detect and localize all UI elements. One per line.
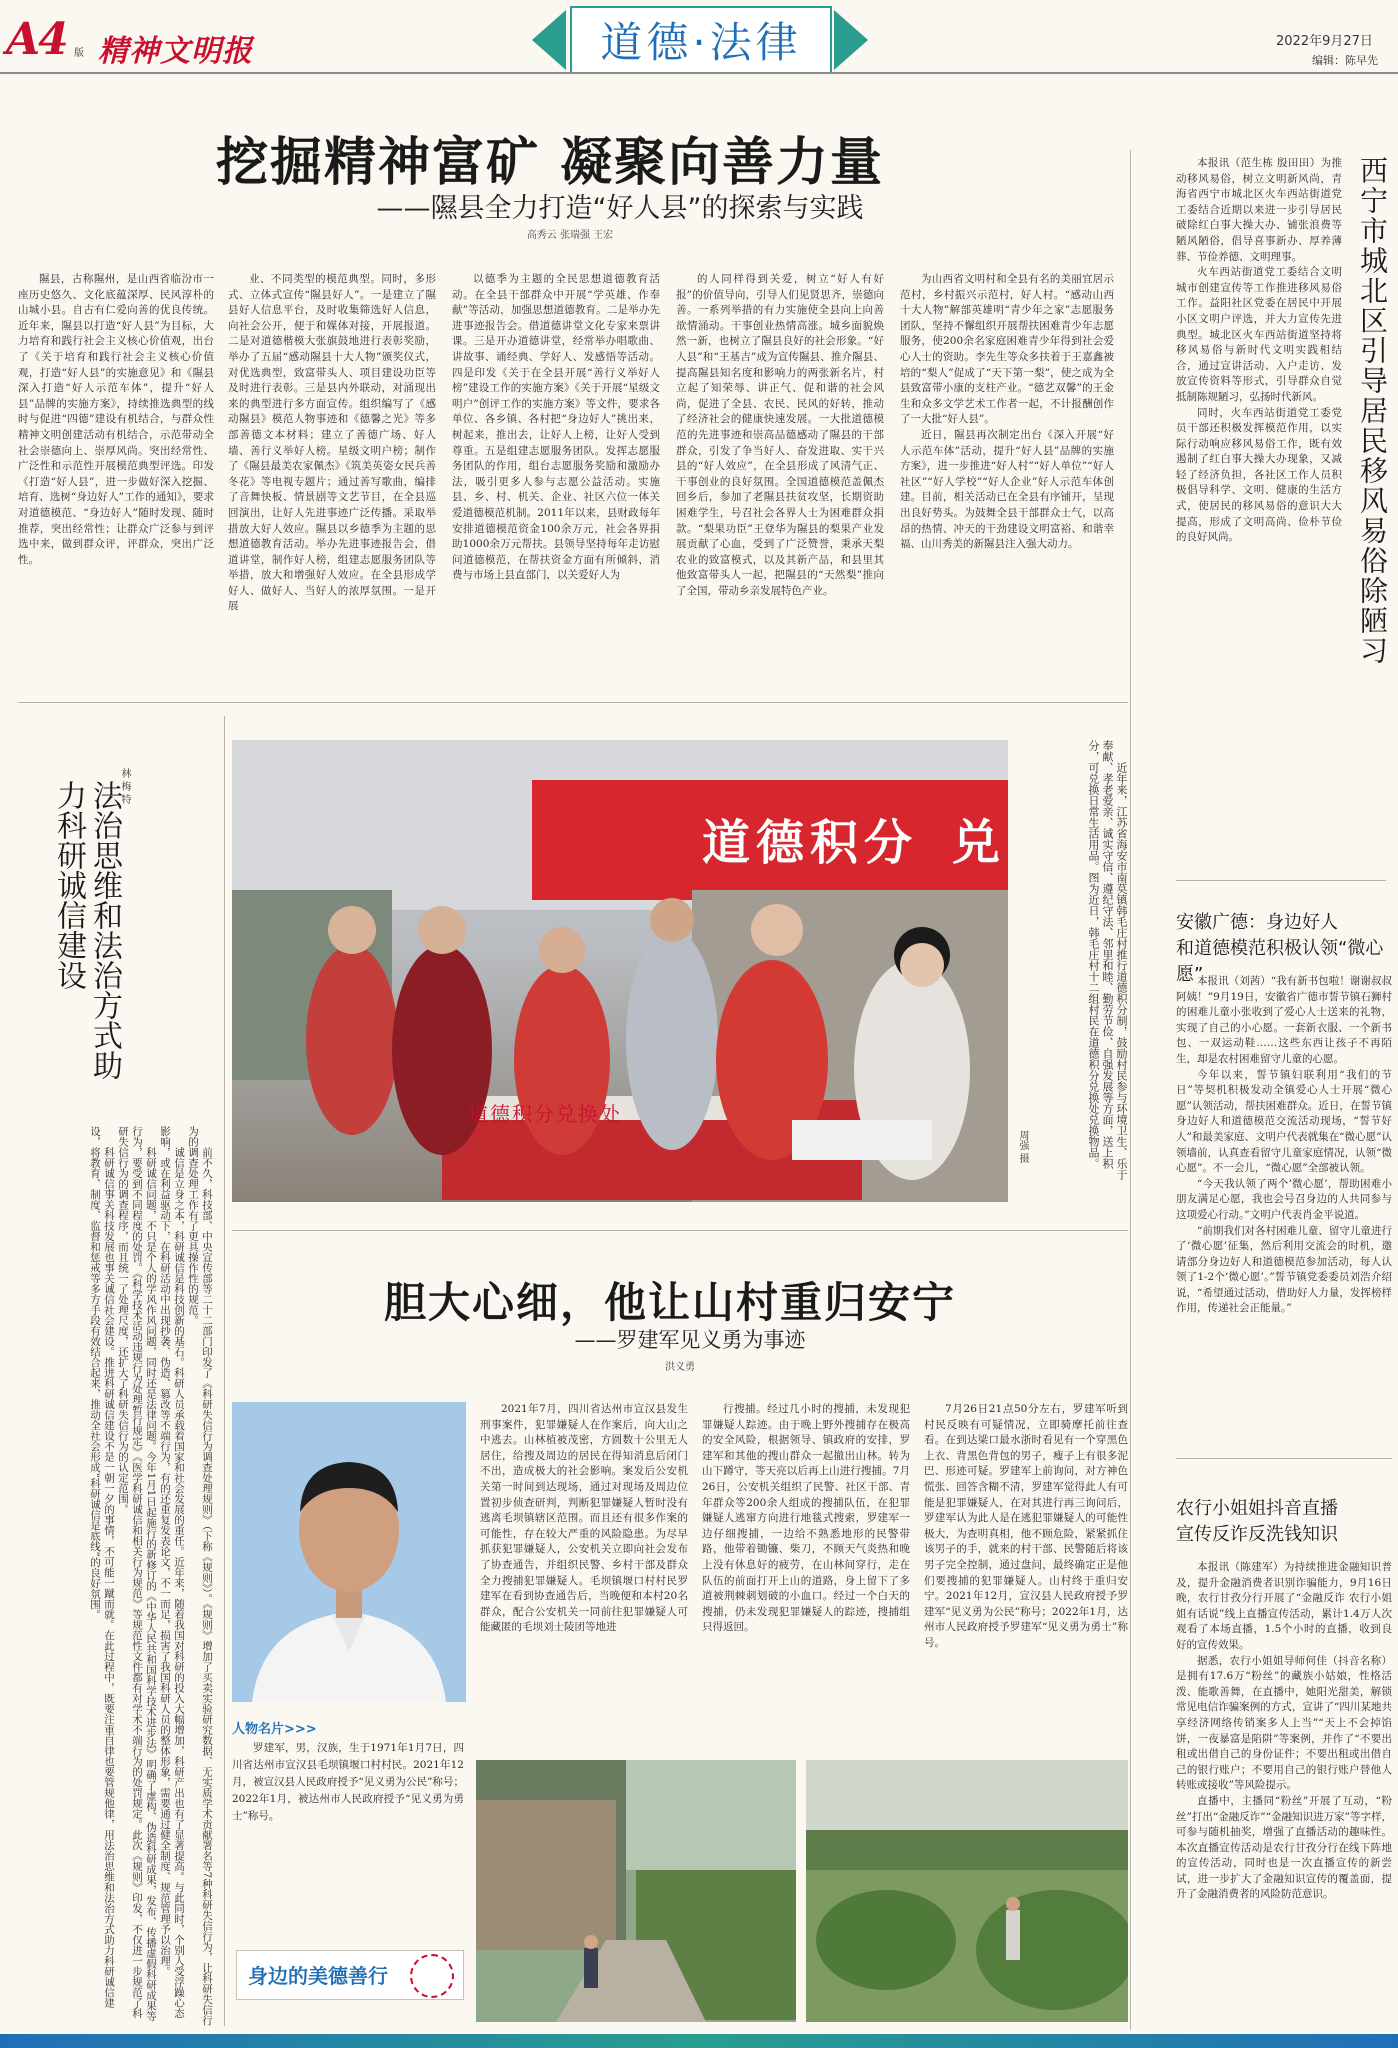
masthead — [0, 0, 1398, 80]
photo-banner-text-2: 兑 — [952, 815, 1001, 871]
page-number: A4 — [6, 14, 67, 65]
village-road-photo — [476, 1760, 796, 2022]
anhui-article-text: 本报讯（刘茜）“我有新书包啦！谢谢叔叔阿姨！”9月19日，安徽省广德市誓节镇石狮村的困难儿童小张收到了爱心人士送来的礼物，实现了自己的小心愿。一套新衣服、一个新书包、一双运动鞋……这些东西让孩子不再陌生，却是农村困难留守儿童的心愿。 今年以来，誓节镇妇联利用“我们的节日”等契机积极发动全镇爱心人士开展“微心愿”认领活动，帮扶困难群众。近日，在誓节镇身边好人和道德模范交流活动现场，“誓节好人”和最美家庭、文明户代表就集在“微心愿”认领墙前，认真查看留守儿童家庭情况，认领“微心愿”。不一会儿，“微心愿”全部被认领。 “今天我认领了两个‘微心愿’，帮助困难小朋友满足心愿，我也会号召身边的人共同参与这项爱心行动。”文明户代表肖金平说道。 “前期我们对各村困难儿童、留守儿童进行了‘微心愿’征集，然后利用交流会的时机，邀请部分身边好人和道德模范参加活动，每人认领了1-2个‘微心愿’。”誓节镇党委委员刘浩介绍说，“希望通过活动，借助好人力量，发挥榜样作用，传递社会正能量。” — [1176, 975, 1392, 1315]
photo-board-text: 道德积分兑换处 — [468, 1102, 622, 1126]
hero-column-3: 7月26日21点50分左右，罗建军听到村民反映有可疑情况，立即骑摩托前往查看。在到达梁口最水浙时看见有一个穿黑色上衣、背黑色背包的男子，瘦子上有很多泥巴、形迹可疑。罗建军上前询问，对方神色慌张、回答含糊不清，罗建军觉得此人有可能是犯罪嫌疑人，在对其进行再三询问后，罗建军认为此人是在逃犯罪嫌疑人的可能性极大，为查明真相，他不顾危险，紧紧抓住该男子的手，就来的村干部、民警随后将该男子完全控制，通过盘问，最终确定正是他们要搜捕的犯罪嫌疑人。山村终于重归安宁。2021年12月，宣汉县人民政府授予罗建军“见义勇为公民”称号；2022年1月，达州市人民政府授予罗建军“见义勇为勇士”称号。 — [924, 1403, 1128, 1649]
xining-bottom-rule — [1176, 880, 1386, 881]
section-banner — [532, 2, 868, 74]
law-article-text: 前不久，科技部、中央宣传部等二十二部门印发了《科研失信行为调查处理规则》（下称《规则》）。《规则》增加了买卖实验研究数据、无实质学术贡献署名等7种科研失信行为，让科研失信行为的调查处理工作有了更具操作性的规范。 诚信是立身之本，科研诚信是科技创新的基石。科研人员承载着国家和社会发展的重任。近年来，随着我国对科研的投入大幅增加，科研产出也有了显著提高。与此同时，个别人受浮躁心态影响，或在利益驱动下，在科研活动中出现抄袭、伪造、篡改等不端行为，有的还重复发表论文，不一而足，损害了我国科研人员的整体形象，需要通过健全制度、规范管理予以治理。 科研诚信问题，不只是个人的学风作风问题，同时还是法律问题。今年1月1日起施行的新修订的《中华人民共和国科学技术进步法》明确了虚构、伪造科研成果，发布、传播虚假科研成果等行为，要受到不同程度的处罚。《科学技术活动违规行为处理暂行规定》《医学科研诚信和相关行为规范》等规范性文件都有对学术不端行为的处罚规定。此次《规则》印发，不仅进一步规范了科研失信行为的调查程序，而且统一了处理尺度，还扩大了科研失信行为的认定范围。 科研诚信事关科技发展也事关诚信社会建设。推进科研诚信建设不是一朝一夕的事情，不可能一蹴而就。在此过程中，既要注重自律也要管规他律，用法治思维和法治方式助力科研诚信建设，将教育、制度、监督和惩戒等多方手段有效结合起来，推动全社会形成“科研诚信是底线”的良好氛围。 — [89, 1126, 213, 2026]
page-suffix: 版 — [74, 48, 84, 59]
xining-title: 西宁市城北区引导居民移风易俗除陋习 — [1356, 156, 1389, 666]
lead-byline: 高秀云 张瑞强 王宏 — [526, 230, 614, 241]
right-column-divider — [1130, 150, 1131, 2030]
photo-banner-text-1: 道德积分 — [702, 815, 919, 871]
fraud-article-text: 本报讯（陈建军）为持续推进金融知识普及，提升金融消费者识别诈骗能力，9月16日晚，农行甘孜分行开展了“金融反诈 农行小姐姐有话说”线上直播宣传活动，累计1.4万人次观看了本场直播，1.5个小时的直播，收到良好的宣传效果。 据悉，农行小姐姐导师何佳（抖音名称）是拥有17.6万“粉丝”的藏族小姑娘，性格活泼、能歌善舞，在直播中，她阳光甜美，解锁常见电信诈骗案例的方式，宣讲了“四川某地共享经济网络传销案多人上当”“天上不会掉馅饼，一夜暴富是陷阱”等案例，并作了“不要出租或出借自己的身份证件；不要出租或出借自己的银行账户；不要用自己的银行账户替他人转账或接收”等风险提示。 直播中，主播同“粉丝”开展了互动，“粉丝”打出“金融反诈”“金融知识进万家”等字样，可参与随机抽奖，增强了直播活动的趣味性。本次直播宣传活动是农行甘孜分行在线下阵地的宣传活动，同时也是一次直播宣传的新尝试，进一步扩大了金融知识宣传的覆盖面，提升了金融消费者的风险防范意识。 — [1176, 1561, 1392, 1901]
portrait-illustration — [232, 1402, 466, 1702]
village-illustration — [476, 1760, 796, 2022]
hero-byline: 洪义勇 — [665, 1362, 695, 1373]
editor-credit: 编辑：陈早先 — [1312, 54, 1378, 67]
law-divider — [224, 716, 225, 2026]
lead-column-4: 的人同样得到关爱，树立“好人有好报”的价值导向，引导人们见贤思齐，崇德向善。一系列举措的有力实施使全县向上向善欲情涌动。干事创业热情高涨。城乡面貌焕然一新，也树立了隰县良好的社会形象。“好人县”和“王基吉”成为宣传隰县、推介隰县、提高隰县知名度和影响力的两张新名片，村立起了知荣辱、讲正气、促和谐的社会风尚，促进了全县、农民、民风的好转，推动了经济社会的健康快速发展。一大批道德模范的先进事迹和崇高品德感动了隰县的干部群众，引发了争当好人、奋发进取、实干兴县的“好人效应”，在全县形成了风清气正、干事创业的良好氛围。全国道德模范盖佩杰回乡后，参加了老隰县扶贫攻坚，长期资助困难学生，号召社会各界人士为困难群众捐款。“梨果功臣”王登华为隰县的梨果产业发展贡献了心血，受到了广泛赞誉，秉承天梨农业的致富模式，以及其新产品，和县里其他致富带头人一起，把隰县的“天然梨”推向了全国，带动乡亲发展特色产业。 — [676, 273, 884, 597]
profile-header: 人物名片>>> — [232, 1722, 317, 1737]
profile-text: 罗建军，男，汉族，生于1971年1月7日，四川省达州市宣汉县毛坝镇堰口村村民。2021年12月，被宣汉县人民政府授予“见义勇为公民”称号；2022年1月，被达州市人民政府授予“见义勇为勇士”称号。 — [232, 1742, 464, 1822]
xining-article-text: 本报讯（范生栋 殷田田）为推动移风易俗，树立文明新风尚，青海省西宁市城北区火车西站街道党工委结合近期以来进一步引导居民破除红白事大操大办、铺张浪费等陋风陋俗，倡导喜事新办、厚养薄葬、节俭养德、文明理事。 火车西站街道党工委结合文明城市创建宣传等工作推进移风易俗工作。益阳社区党委在居民中开展小区文明户评选，并大力宣传先进典型。城北区火车西站街道坚持将移风易俗与新时代文明实践相结合，通过宣讲活动、入户走访、发放宣传资料等形式，引导群众自觉抵制陈规陋习，弘扬时代新风。 同时，火车西站街道党工委党员干部还积极发挥模范作用，以实际行动响应移风易俗工作，既有效遏制了红白事大操大办现象，又减轻了经济负担，各社区工作人员积极倡导科学、文明、健康的生活方式，使居民的移风易俗的意识大大提高，形成了文明高尚、俭朴节俭的良好风尚。 — [1176, 157, 1342, 544]
hero-portrait-photo — [232, 1402, 466, 1702]
seal-icon — [410, 1954, 454, 1998]
lead-title: 挖掘精神富矿 凝聚向善力量 — [215, 133, 885, 193]
masthead-rule — [0, 72, 1398, 74]
hero-column-1: 2021年7月，四川省达州市宣汉县发生刑事案件，犯罪嫌疑人在作案后，向大山之中逃去。山林植被茂密，方圆数十公里无人居住，给搜及周边的居民在得知消息后闭门不出，造成极大的社会影响。案发后公安机关第一时间到达现场，通过对现场及周边位置初步侦查研判，判断犯罪嫌疑人暂时没有逃离毛坝镇辖区范围。而且还有很多作案的可能性，存在较大严重的风险隐患。为尽早抓获犯罪嫌疑人，公安机关立即向社会发布了协查通告，并组织民警、乡村干部及群众全力搜捕犯罪嫌疑人。毛坝镇堰口村村民罗建军在看到协查通告后，当晚便和本村20名群众，配合公安机关一同前往犯罪嫌疑人可能藏匿的毛坝刘士陵团等地进 — [480, 1403, 688, 1634]
right-arrow-icon — [834, 10, 868, 70]
left-arrow-icon — [532, 10, 566, 70]
column-tag-label: 身边的美德善行 — [248, 1964, 388, 1988]
lead-column-5: 为山西省文明村和全县有名的美丽宜居示范村，乡村振兴示范村，好人村。“感动山西十大人物”解部英雄明“青少年之家”志愿服务团队，坚持不懈组织开展帮扶困难青少年志愿服务，使200余名家庭困难青少年得到社会爱心人士的资助。李先生等众多扶着于王嘉鑫被培的“梨人”促成了“天下第一梨”，使之成为全县致富带小康的支柱产业。“德艺双馨”的王金生和众多文学艺术工作者一起，不计报酬创作了一大批“好人县”。 近日，隰县再次制定出台《深入开展“好人示范车体”活动，提升“好人县”品牌的实施方案》，进一步推进“好人村”“好人单位”“好人社区”“好人学校”“好人企业”好人示范车体创建。目前，相关活动已在全县有序铺开，呈现出良好势头。为鼓舞全县干部群众士气，以高昂的热情、冲天的干劲建设文明富裕、和谐幸福、山川秀美的新隰县注入强大动力。 — [900, 273, 1114, 551]
field-illustration — [806, 1760, 1128, 2022]
lead-column-2: 业、不同类型的模范典型。同时，多形式、立体式宣传“隰县好人”。一是建立了隰县好人信息平台，及时收集筛选好人信息，向社会公开，便于和媒体对接，开展报道。二是对道德楷模大张旗鼓地进行表彰奖励，举办了五届“感动隰县十大人物”颁奖仪式，对优选典型，致富带头人、项目建设功臣等及时进行表彰。三是县内外联动，对涌现出来的典型进行多方面宣传。组织编写了《感动隰县》模范人物事迹和《德馨之光》等多部善德文本材料；建立了善德广场、好人墙、善行义举好人榜。星级文明户榜；制作了《隰县最美农家佩杰》《筑美英姿女民兵善冬花》等电视专题片；通过善写歌曲，编排了音舞快板、情景剧等文艺节目，在全县巡回演出，让好人先进事迹广泛传播。采取举措放大好人效应。隰县以乡德季为主题的思想道德教育活动。举办先进事迹报告会，借道讲堂，制作好人榜，组建志愿服务团队等举措，放大和增强好人效应。在全县形成学好人、做好人、当好人的浓厚氛围。一是开展 — [228, 273, 436, 613]
field-photo — [806, 1760, 1128, 2022]
section-title: 道德·法律 — [600, 18, 802, 67]
points-exchange-photo — [232, 740, 1008, 1202]
page-bottom-bar — [0, 2034, 1398, 2048]
lead-bottom-rule — [18, 702, 1128, 703]
photo-credit: 周强 摄 — [1017, 1130, 1028, 1164]
issue-date: 2022年9月27日 — [1276, 34, 1373, 49]
lead-column-1: 隰县，古称隰州，是山西省临汾市一座历史悠久、文化底蕴深厚、民风淳朴的山城小县。自古有仁爱向善的优良传统。近年来，隰县以打造“好人县”为目标，大力培育和践行社会主义核心价值观，出台了《关于培育和践行社会主义核心价值观，打造“好人县”的实施意见》和《隰县深入打造“好人示范车体”，提升“好人县”品牌的实施方案》，持续推选典型的线时与促进“四德”建设有机结合，与群众性精神文明创建活动有机结合，示范带动全社会崇德向上、崇厚风尚。突出经常性、广泛性和示范性开展模范典型评选。印发《打造“好人县”，进一步做好深入挖掘、培育、选树“身边好人”工作的通知》，要求对道德模范、“身边好人”随时发现、随时推荐，突出经常性；让群众广泛参与到评选中来，做到群众评，评群众，突出广泛性。 — [18, 273, 214, 566]
law-author: 林 梅 特 — [119, 768, 130, 805]
law-title: 法治思维和法治方式助力科研诚信建设 — [51, 780, 122, 1080]
photo-caption: 近年来，江苏省海安市南莫镇韩毛庄村推行道德积分制，鼓励村民参与环境卫生、乐于奉献、孝老爱亲、诚实守信、遵纪守法、邻里和睦、勤劳节俭、自强发展等方面，送上积分，可兑换日常生活用品。图为近日，韩毛庄村十二组村民在道德积分兑换处兑换物品。 — [1087, 740, 1128, 1180]
hero-title: 胆大心细，他让山村重归安宁 — [383, 1278, 956, 1327]
hero-subtitle: ——罗建军见义勇为事迹 — [574, 1328, 806, 1352]
photo-bottom-rule — [232, 1230, 1128, 1231]
fraud-title: 农行小姐姐抖音直播 宣传反诈反洗钱知识 — [1176, 1498, 1338, 1545]
anhui-title: 安徽广德：身边好人 和道德模范积极认领“微心愿” — [1176, 912, 1384, 985]
hero-column-2: 行搜捕。经过几小时的搜捕，未发现犯罪嫌疑人踪迹。由于晚上野外搜捕存在极高的安全风险，根据领导、镇政府的安排，罗建军和其他的搜山群众一起撤出山林。转为山下蹲守，等天亮以后再上山进行搜捕。7月26日，公安机关组织了民警、社区干部、青年群众等200余人组成的搜捕队伍，在犯罪嫌疑人逃窜方向进行地毯式搜索，罗建军一边仔细搜捕，一边给不熟悉地形的民警带路，他带着锄镰、柴刀，不顾天气炎热和晚上没有休息好的疲劳，在山林间穿行，走在队伍的前面打开上山的道路，身上留下了多道被荆棘刺划破的小血口。经过一个白天的搜捕，仍未发现犯罪嫌疑人的踪迹，搜捕组只得返回。 — [702, 1403, 910, 1634]
anhui-bottom-rule — [1176, 1458, 1392, 1459]
lead-column-3: 以德季为主题的全民思想道德教育活动。在全县干部群众中开展“学英雄、作奉献”等活动，加强思想道德教育。二是举办先进事迹报告会。借道德讲堂文化专家来票讲课。三是开办道德讲堂，经常举办唱歌曲、讲故事、诵经典、学好人、发感悟等活动。四是印发《关于在全县开展“善行义举好人榜”建设工作的实施方案》《关于开展“星级文明户”创评工作的实施方案》等文件，要求各单位、各乡镇、各村把“身边好人”挑出来，树起来，推出去，让好人上榜，让好人受到尊重。五是组建志愿服务团队。发挥志愿服务团队的作用，组台志愿服务奖励和激励办法，吸引更多人参与志愿公益活动。实施县、乡、村、机关、企业、社区六位一体关爱道德模范机制。2011年以来，县财政每年安排道德模范资金100余万元，社会各界捐助1000余万元帮扶。县领导坚持每年走访慰问道德模范，在帮扶资金方面有所倾斜，消费与市场上县直部门，以关爱好人为 — [452, 273, 660, 582]
paper-name: 精神文明报 — [98, 34, 253, 69]
lead-subtitle: ——隰县全力打造“好人县”的探索与实践 — [376, 193, 864, 224]
